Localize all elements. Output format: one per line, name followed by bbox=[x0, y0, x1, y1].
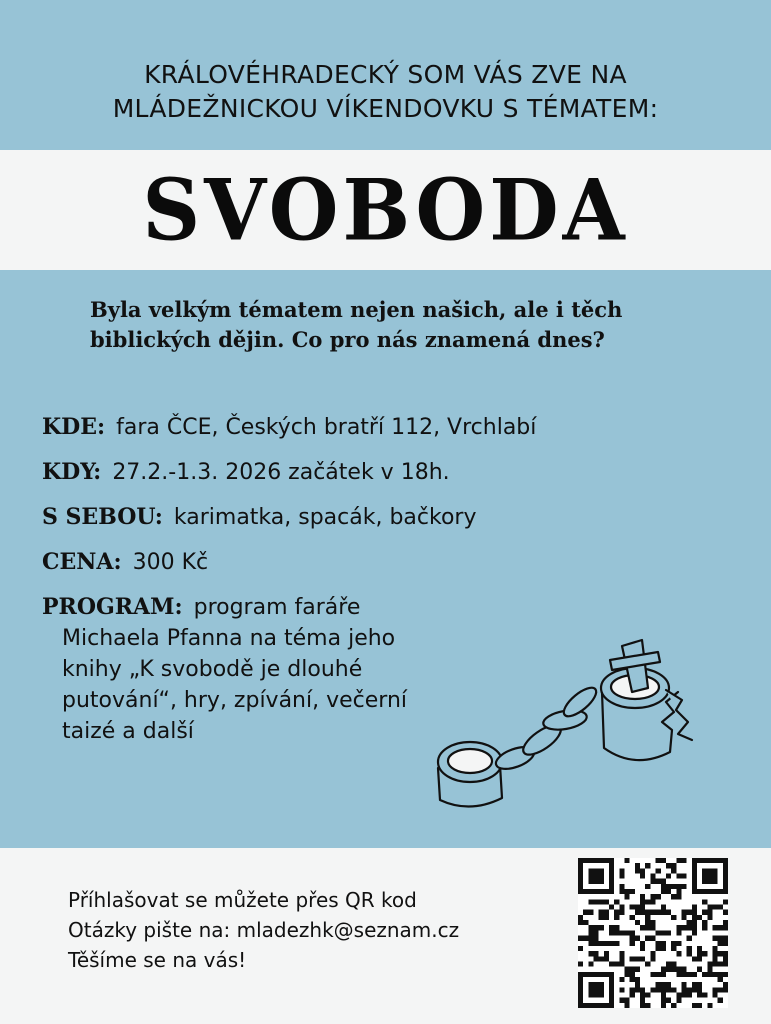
invitation-text bbox=[0, 58, 771, 126]
subtitle bbox=[90, 295, 700, 355]
contact-info bbox=[68, 885, 459, 975]
subtitle-line-1: Byla velkým tématem nejen našich, ale i těch bbox=[90, 297, 623, 322]
where-label: KDE: bbox=[42, 414, 106, 440]
contact-line-3: Těšíme se na vás! bbox=[68, 948, 247, 972]
price-label: CENA: bbox=[42, 549, 122, 575]
contact-line-2[interactable]: Otázky pište na: mladezhk@seznam.cz bbox=[68, 918, 460, 942]
when-value: 27.2.-1.3. 2026 začátek v 18h. bbox=[112, 460, 450, 485]
program-line-3: knihy „K svobodě je dlouhé bbox=[62, 657, 363, 682]
contact-line-1: Příhlašovat se můžete přes QR kod bbox=[68, 888, 417, 912]
detail-price bbox=[42, 547, 682, 578]
when-label: KDY: bbox=[42, 459, 102, 485]
invitation-line-2: MLÁDEŽNICKOU VÍKENDOVKU S TÉMATEM: bbox=[112, 94, 659, 123]
broken-shackles-icon bbox=[430, 630, 710, 820]
program-line-4: putování“, hry, zpívání, večerní bbox=[62, 688, 407, 713]
title-band bbox=[0, 150, 771, 270]
subtitle-line-2: biblických dějin. Co pro nás znamená dnes? bbox=[90, 327, 605, 352]
program-label: PROGRAM: bbox=[42, 594, 183, 620]
detail-bring bbox=[42, 502, 682, 533]
invitation-line-1: KRÁLOVÉHRADECKÝ SOM VÁS ZVE NA bbox=[144, 60, 627, 89]
program-line-5: taizé a další bbox=[62, 719, 194, 744]
detail-when bbox=[42, 457, 682, 488]
bring-value: karimatka, spacák, bačkory bbox=[173, 505, 477, 530]
price-value: 300 Kč bbox=[132, 550, 209, 575]
program-rest bbox=[42, 623, 482, 747]
event-title: SVOBODA bbox=[142, 160, 629, 260]
program-line-2: Michaela Pfanna na téma jeho bbox=[62, 626, 396, 651]
detail-where bbox=[42, 412, 682, 443]
program-line-1: program faráře bbox=[193, 595, 361, 620]
bring-label: S SEBOU: bbox=[42, 504, 163, 530]
where-value: fara ČCE, Českých bratří 112, Vrchlabí bbox=[116, 415, 537, 440]
qr-code[interactable] bbox=[578, 858, 728, 1008]
